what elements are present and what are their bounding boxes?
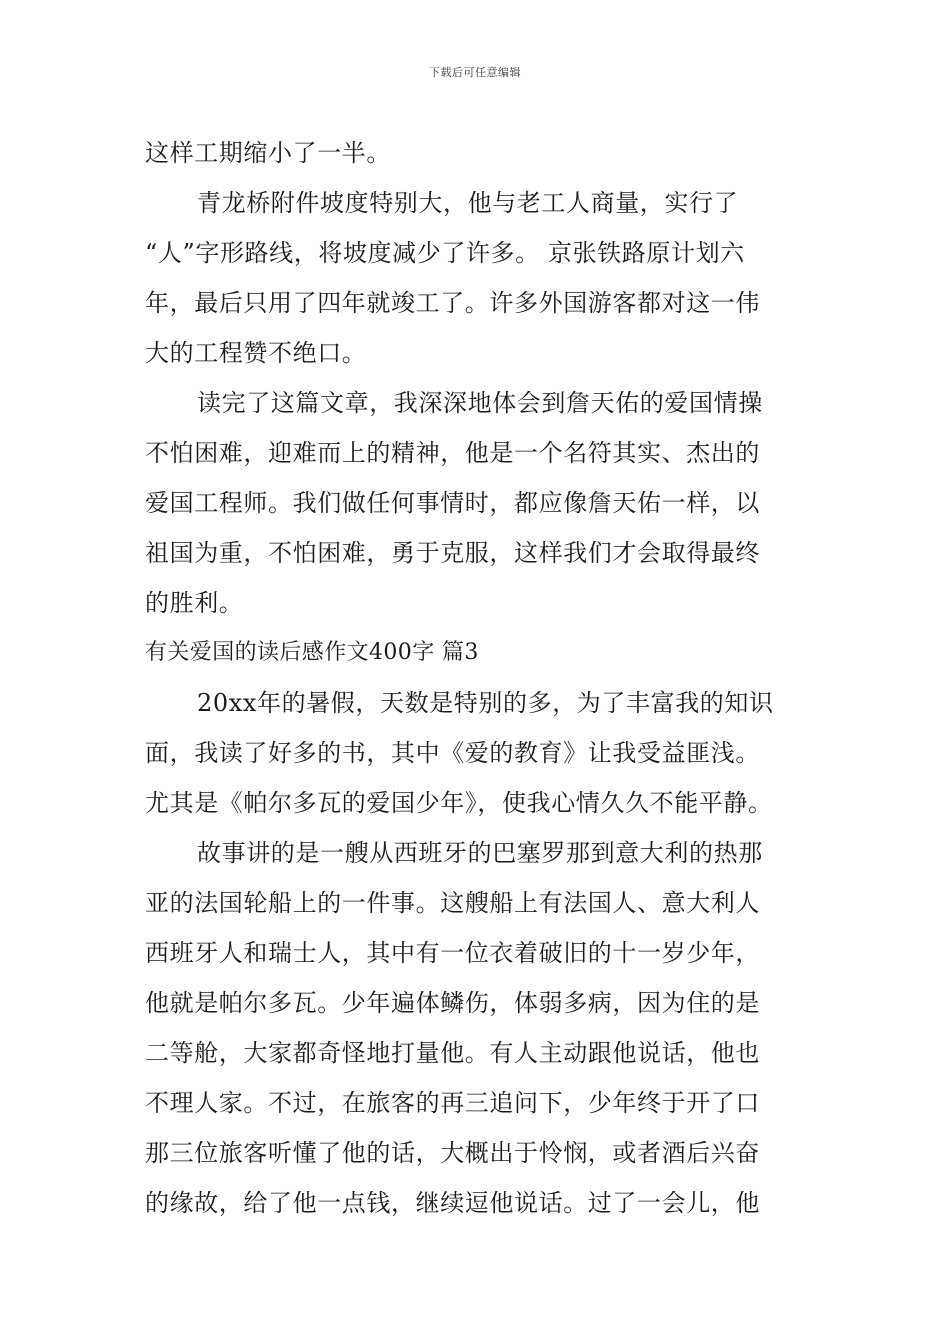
text-line: 故事讲的是一艘从西班牙的巴塞罗那到意大利的热那 — [197, 839, 763, 867]
text-line: 那三位旅客听懂了他的话，大概出于怜悯，或者酒后兴奋 — [145, 1139, 760, 1167]
text-line: 这样工期缩小了一半。 — [145, 139, 391, 167]
text-line: 不理人家。不过，在旅客的再三追问下，少年终于开了口 — [145, 1089, 760, 1117]
text-line: 二等舱，大家都奇怪地打量他。有人主动跟他说话，他也 — [145, 1039, 760, 1067]
text-line: 祖国为重，不怕困难，勇于克服，这样我们才会取得最终 — [145, 539, 760, 567]
heading-text: 有关爱国的读后感作文400字 篇3 — [145, 640, 479, 665]
text-line: 青龙桥附件坡度特别大，他与老工人商量，实行了 — [197, 189, 739, 217]
text-line: 不怕困难，迎难而上的精神，他是一个名符其实、杰出的 — [145, 439, 760, 467]
paragraph — [145, 678, 810, 828]
text-line: 爱国工程师。我们做任何事情时，都应像詹天佑一样，以 — [145, 489, 760, 517]
text-line: 读完了这篇文章，我深深地体会到詹天佑的爱国情操 — [197, 389, 763, 417]
paragraph — [145, 128, 810, 178]
text-line: 大的工程赞不绝口。 — [145, 339, 367, 367]
text-line: 面，我读了好多的书，其中《爱的教育》让我受益匪浅。 — [145, 739, 760, 767]
text-line: 西班牙人和瑞士人，其中有一位衣着破旧的十一岁少年， — [145, 939, 760, 967]
page-header-note: 下载后可任意编辑 — [429, 66, 521, 79]
text-line: “人”字形路线，将坡度减少了许多。 京张铁路原计划六 — [145, 239, 745, 267]
text-line: 的缘故，给了他一点钱，继续逗他说话。过了一会儿，他 — [145, 1189, 760, 1217]
document-body — [145, 128, 810, 1228]
text-line: 尤其是《帕尔多瓦的爱国少年》，使我心情久久不能平静。 — [145, 789, 773, 817]
text-line: 亚的法国轮船上的一件事。这艘船上有法国人、意大利人 — [145, 889, 760, 917]
paragraph — [145, 178, 810, 378]
paragraph — [145, 828, 810, 1228]
text-line: 20xx年的暑假，天数是特别的多，为了丰富我的知识 — [197, 689, 774, 717]
text-line: 的胜利。 — [145, 589, 244, 617]
text-line: 年，最后只用了四年就竣工了。许多外国游客都对这一伟 — [145, 289, 760, 317]
paragraph — [145, 378, 810, 628]
section-heading — [145, 628, 810, 678]
text-line: 他就是帕尔多瓦。少年遍体鳞伤，体弱多病，因为住的是 — [145, 989, 760, 1017]
